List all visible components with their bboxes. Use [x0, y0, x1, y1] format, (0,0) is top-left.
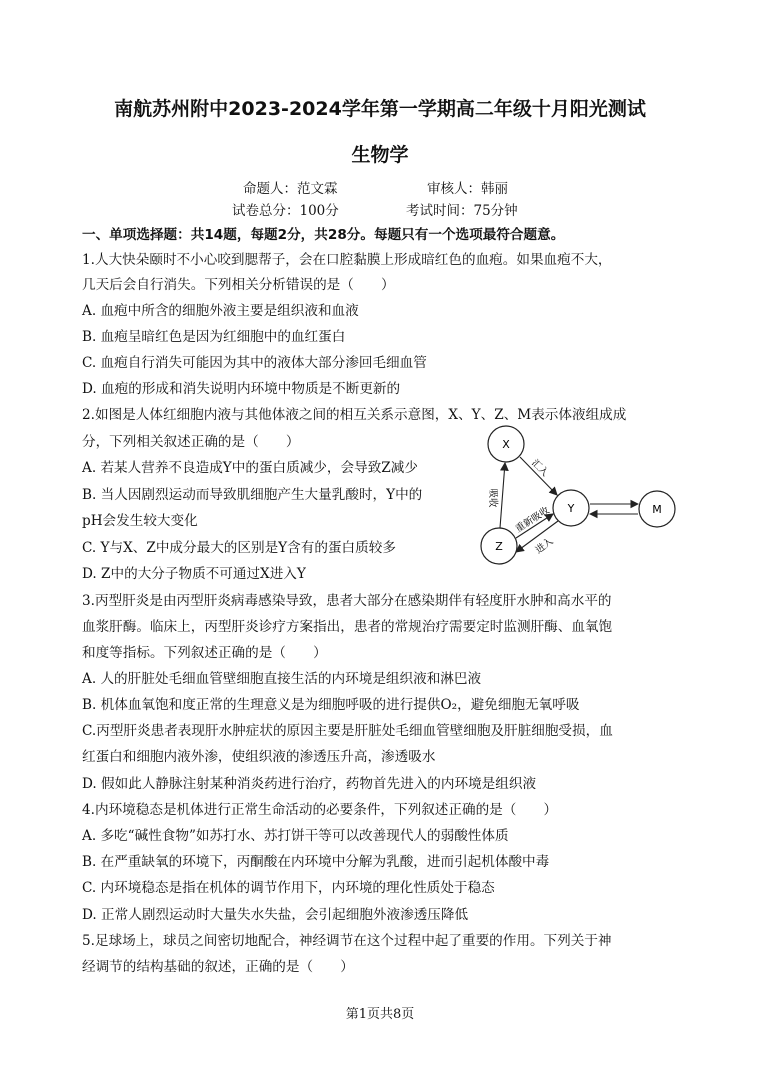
- q2-option-b-line2: pH会发生较大变化: [82, 513, 198, 529]
- q2-stem-line1: 2.如图是人体红细胞内液与其他体液之间的相互关系示意图，X、Y、Z、M表示体液组成成: [82, 407, 627, 423]
- q1-option-b: B. 血疱呈暗红色是因为红细胞中的血红蛋白: [82, 329, 346, 345]
- q2-option-c: C. Y与X、Z中成分最大的区别是Y含有的蛋白质较多: [82, 540, 396, 556]
- total-score-label: 试卷总分：100分: [232, 203, 339, 219]
- node-m-label: M: [652, 503, 662, 516]
- q3-option-a: A. 人的肝脏处毛细血管壁细胞直接生活的内环境是组织液和淋巴液: [82, 671, 482, 687]
- q3-option-c-line2: 红蛋白和细胞内液外渗，使组织液的渗透压升高，渗透吸水: [82, 749, 436, 765]
- q3-stem-line2: 血浆肝酶。临床上，丙型肝炎诊疗方案指出，患者的常规治疗需要定时监测肝酶、血氧饱: [82, 619, 613, 635]
- q4-option-a: A. 多吃“碱性食物”如苏打水、苏打饼干等可以改善现代人的弱酸性体质: [82, 828, 509, 844]
- q2-option-d: D. Z中的大分子物质不可通过X进入Y: [82, 566, 306, 582]
- author-label: 命题人：范文霖: [243, 181, 338, 197]
- q5-stem-line2: 经调节的结构基础的叙述，正确的是（ ）: [82, 959, 354, 975]
- q3-stem-line1: 3.丙型肝炎是由丙型肝炎病毒感染导致，患者大部分在感染期伴有轻度肝水肿和高水平的: [82, 593, 612, 609]
- q3-option-d: D. 假如此人静脉注射某种消炎药进行治疗，药物首先进入的内环境是组织液: [82, 776, 537, 792]
- label-jinru: 进入: [533, 535, 556, 557]
- q4-option-d: D. 正常人剧烈运动时大量失水失盐，会引起细胞外液渗透压降低: [82, 907, 469, 923]
- body-fluid-diagram: [470, 418, 700, 578]
- q1-option-a: A. 血疱中所含的细胞外液主要是组织液和血液: [82, 303, 359, 319]
- label-xishou: 吸收: [487, 488, 498, 508]
- q3-stem-line3: 和度等指标。下列叙述正确的是（ ）: [82, 645, 327, 661]
- q3-option-c-line1: C.丙型肝炎患者表现肝水肿症状的原因主要是肝脏处毛细血管壁细胞及肝脏细胞受损，血: [82, 723, 613, 739]
- q2-option-b-line1: B. 当人因剧烈运动而导致肌细胞产生大量乳酸时，Y中的: [82, 487, 423, 503]
- node-x-label: X: [502, 438, 510, 451]
- label-chongxin: 重新吸收: [513, 504, 552, 535]
- q1-stem-line1: 1.人大快朵颐时不小心咬到腮帮子，会在口腔黏膜上形成暗红色的血疱。如果血疱不大，: [82, 252, 612, 268]
- subject-title: 生物学: [351, 144, 409, 166]
- q4-option-b: B. 在严重缺氧的环境下，丙酮酸在内环境中分解为乳酸，进而引起机体酸中毒: [82, 854, 550, 870]
- node-z-label: Z: [495, 540, 503, 553]
- q1-stem-line2: 几天后会自行消失。下列相关分析错误的是（ ）: [82, 277, 395, 293]
- exam-title: 南航苏州附中2023-2024学年第一学期高二年级十月阳光测试: [114, 98, 646, 120]
- label-huiru: 汇入: [529, 457, 551, 479]
- reviewer-label: 审核人：韩丽: [427, 181, 508, 197]
- q1-option-c: C. 血疱自行消失可能因为其中的液体大部分渗回毛细血管: [82, 355, 427, 371]
- exam-time-label: 考试时间：75分钟: [406, 203, 518, 219]
- q1-option-d: D. 血疱的形成和消失说明内环境中物质是不断更新的: [82, 381, 401, 397]
- arrow-z-to-x: [500, 463, 505, 528]
- q2-option-a: A. 若某人营养不良造成Y中的蛋白质减少，会导致Z减少: [82, 460, 418, 476]
- page-number-footer: 第1页共8页: [345, 1007, 415, 1022]
- node-y-label: Y: [567, 502, 575, 515]
- q5-stem-line1: 5.足球场上，球员之间密切地配合，神经调节在这个过程中起了重要的作用。下列关于神: [82, 933, 612, 949]
- section-heading: 一、单项选择题：共14题，每题2分，共28分。每题只有一个选项最符合题意。: [82, 227, 565, 243]
- q2-stem-line2: 分，下列相关叙述正确的是（ ）: [82, 434, 300, 450]
- q4-stem: 4.内环境稳态是机体进行正常生命活动的必要条件，下列叙述正确的是（ ）: [82, 802, 558, 818]
- q3-option-b: B. 机体血氧饱和度正常的生理意义是为细胞呼吸的进行提供O₂，避免细胞无氧呼吸: [82, 697, 580, 713]
- q4-option-c: C. 内环境稳态是指在机体的调节作用下，内环境的理化性质处于稳态: [82, 880, 495, 896]
